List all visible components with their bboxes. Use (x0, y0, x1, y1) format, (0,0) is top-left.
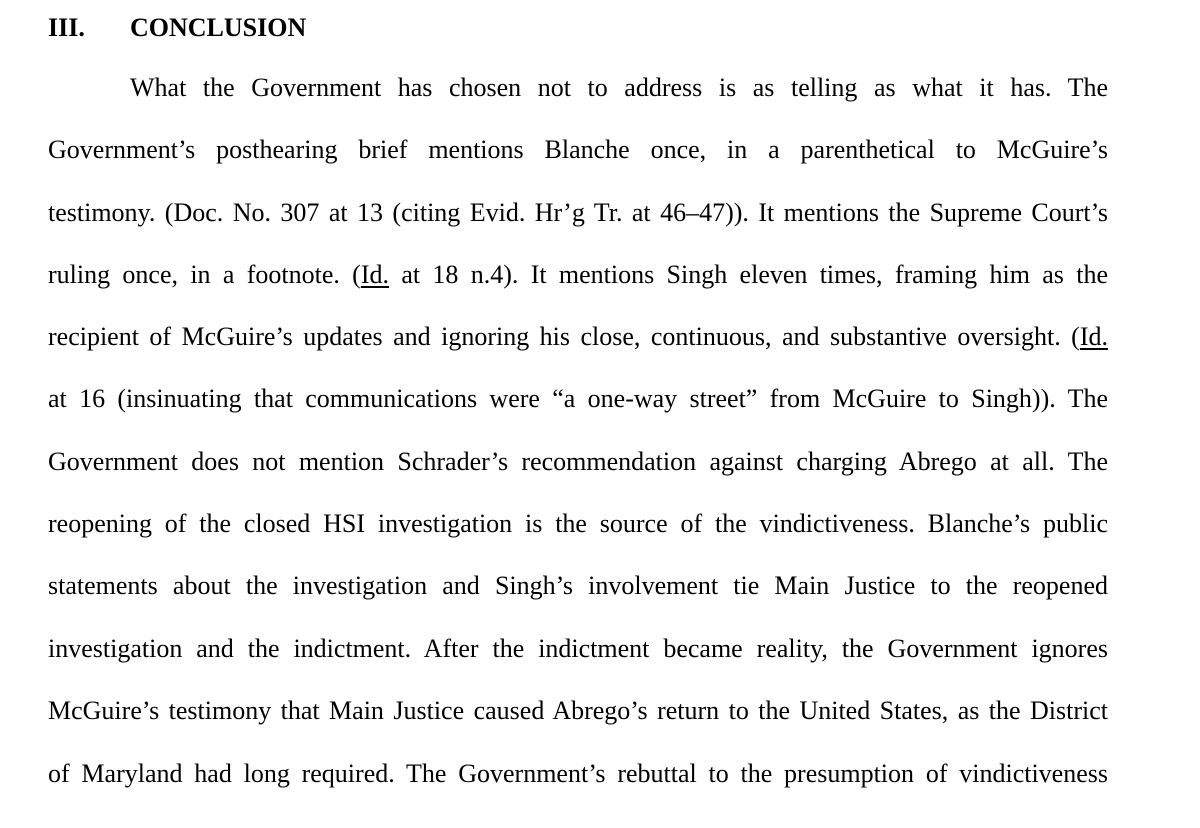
paragraph-line: statements about the investigation and Singh’s involvement tie Main Justice to the reopened (48, 571, 1108, 600)
paragraph-line: of Maryland had long required. The Government’s rebuttal to the presumption of vindictiveness (48, 759, 1108, 788)
section-heading (48, 10, 306, 46)
line-text: at 18 n.4). It mentions Singh eleven times, framing him as the (389, 260, 1108, 289)
paragraph-line: What the Government has chosen not to address is as telling as what it has. The (130, 73, 1108, 102)
line-text: recipient of McGuire’s updates and ignoring his close, continuous, and substantive oversight. ( (48, 322, 1080, 351)
paragraph-line: Government does not mention Schrader’s recommendation against charging Abrego at all. The (48, 447, 1108, 476)
paragraph-line: at 16 (insinuating that communications were “a one-way street” from McGuire to Singh)). The (48, 384, 1108, 413)
paragraph-line: testimony. (Doc. No. 307 at 13 (citing Evid. Hr’g Tr. at 46–47)). It mentions the Supreme Court’s (48, 198, 1108, 227)
paragraph-line (48, 319, 1108, 355)
paragraph-line: investigation and the indictment. After the indictment became reality, the Government ignores (48, 634, 1108, 663)
line-text: ruling once, in a footnote. ( (48, 260, 361, 289)
citation-id: Id. (360, 260, 390, 289)
section-title: CONCLUSION (130, 13, 307, 42)
paragraph-line: McGuire’s testimony that Main Justice caused Abrego’s return to the United States, as the District (48, 696, 1108, 725)
paragraph-line: Government’s posthearing brief mentions Blanche once, in a parenthetical to McGuire’s (48, 135, 1108, 164)
paragraph-line: reopening of the closed HSI investigation is the source of the vindictiveness. Blanche’s public (48, 509, 1108, 538)
section-number: III. (48, 13, 85, 42)
citation-id: Id. (1079, 322, 1108, 351)
paragraph-line (48, 257, 1108, 293)
